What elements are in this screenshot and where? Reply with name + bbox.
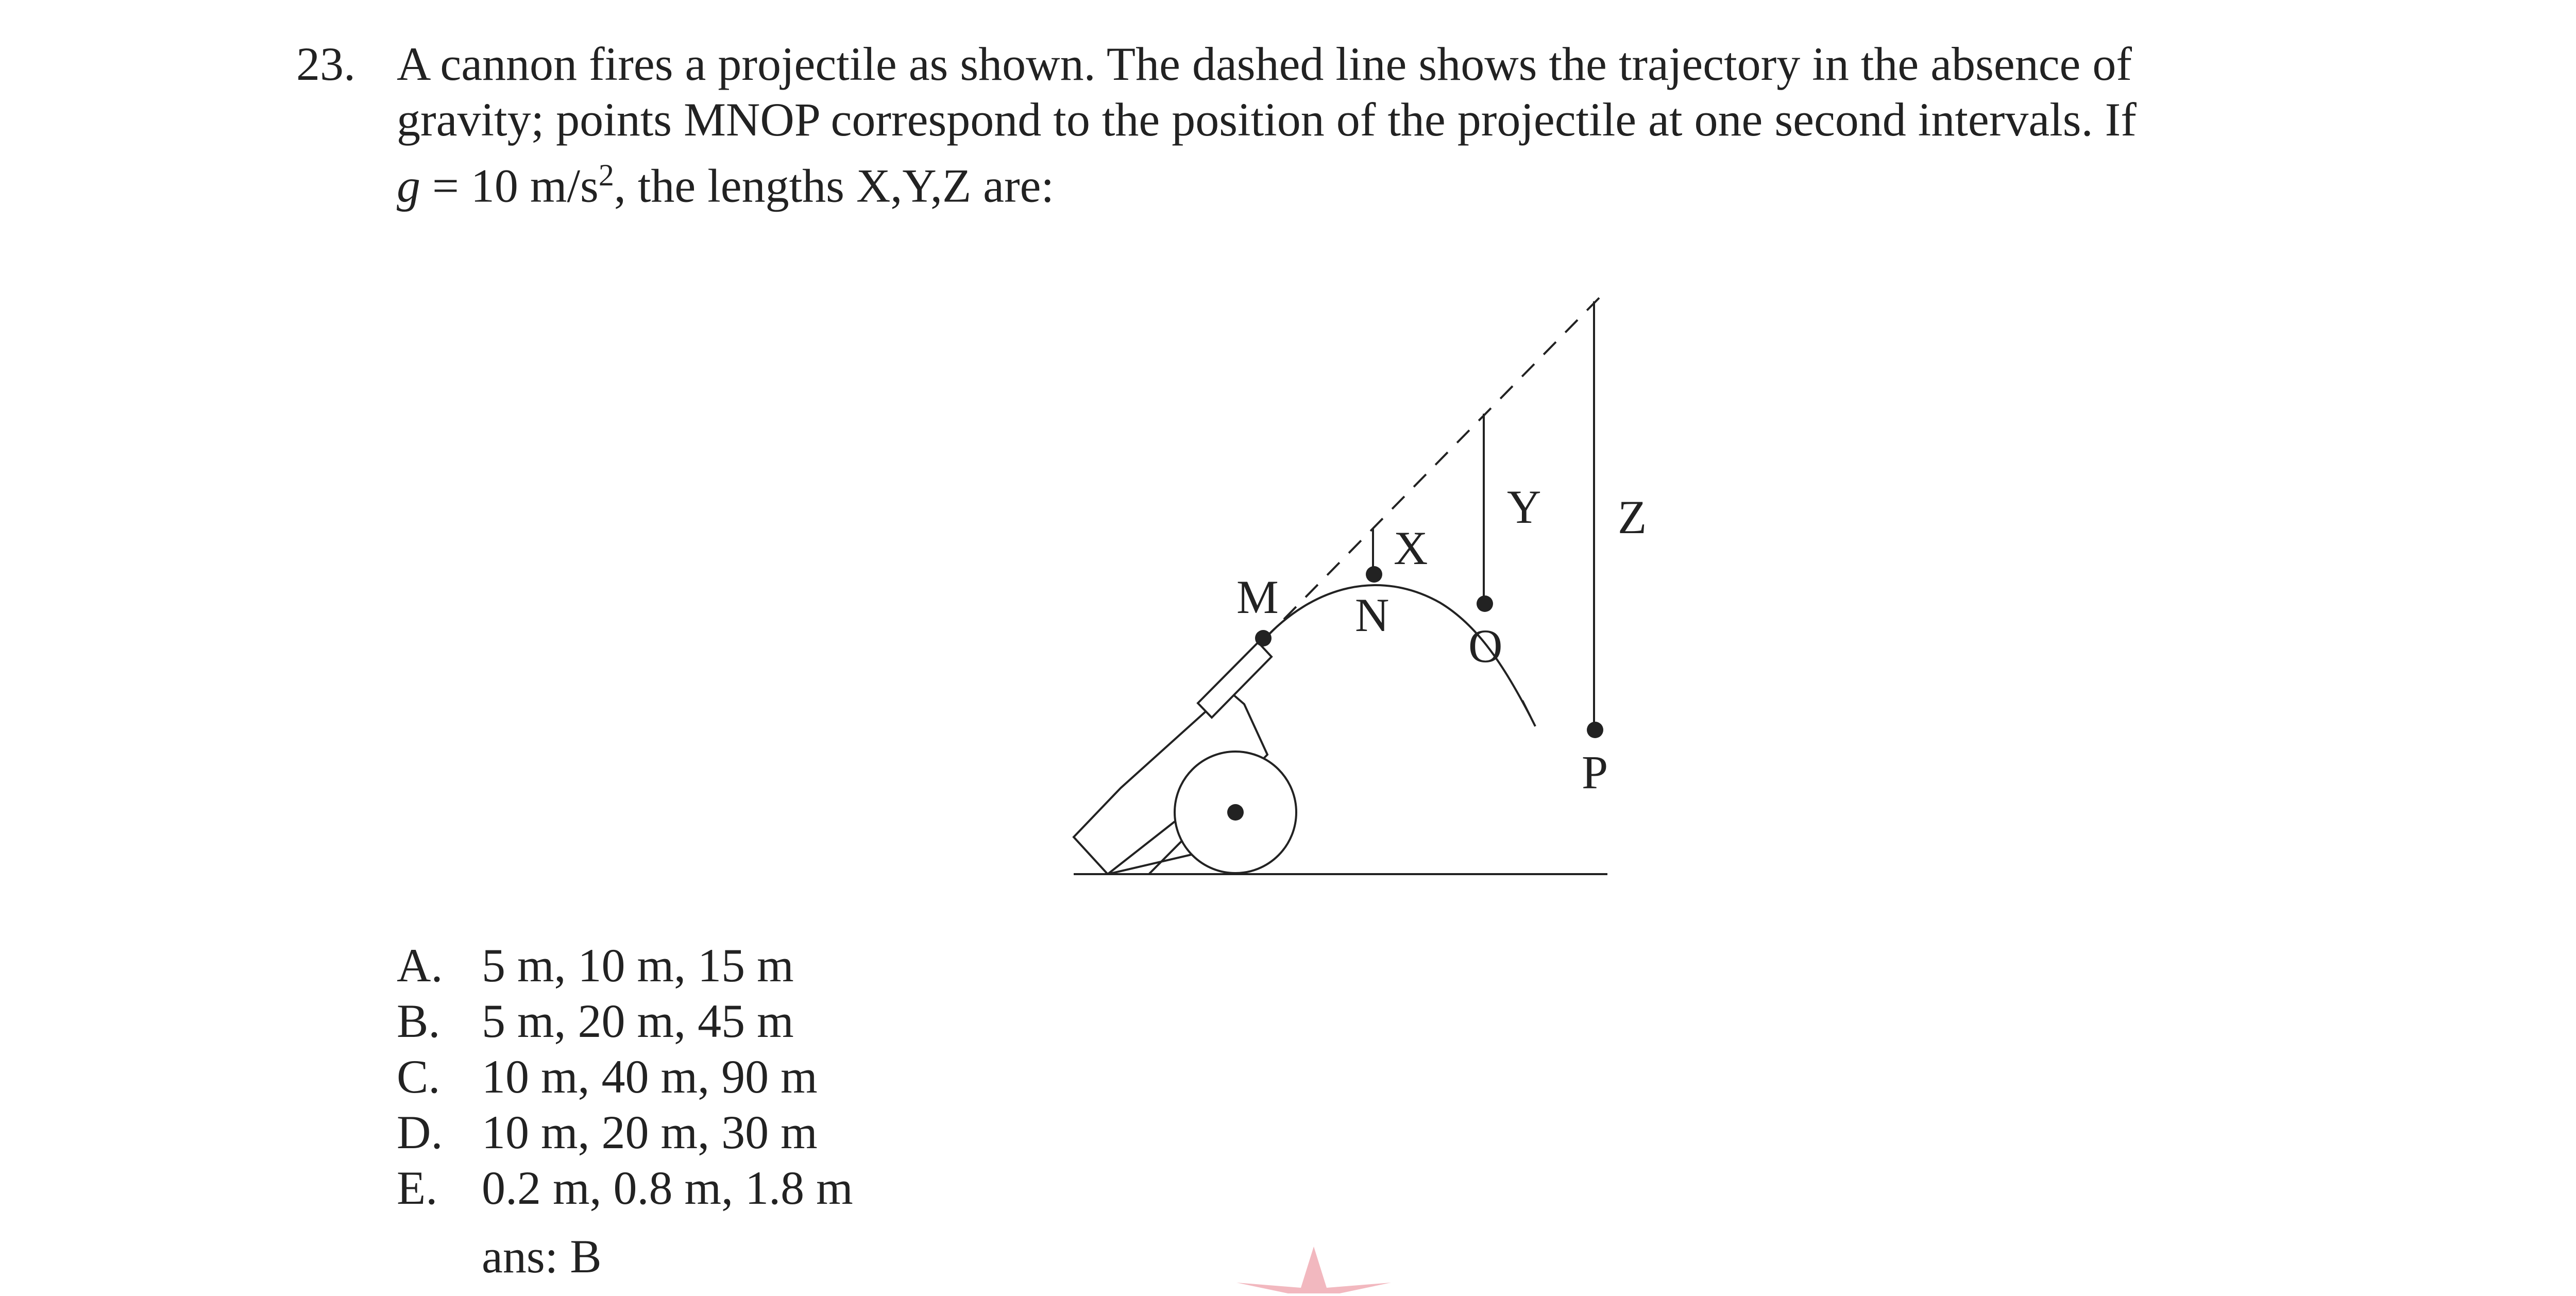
answer-key: ans: B (482, 1230, 602, 1283)
label-y: Y (1507, 481, 1541, 533)
gravity-symbol: g (397, 159, 420, 212)
question-line-3-end: , the lengths X,Y,Z are: (614, 159, 1055, 212)
label-z: Z (1618, 491, 1647, 543)
choice-letter: E. (397, 1162, 438, 1214)
label-p: P (1582, 746, 1608, 798)
trajectory-end (1522, 701, 1535, 726)
no-gravity-trajectory (1262, 289, 1607, 641)
projectile-diagram-svg (1066, 286, 1647, 889)
question-line-3 (397, 147, 2331, 214)
watermark-star-icon (1236, 1247, 1391, 1293)
question-number: 23. (296, 38, 355, 90)
label-m: M (1236, 571, 1279, 623)
projectile-diagram (1066, 286, 1647, 889)
choice-text: 10 m, 20 m, 30 m (482, 1106, 818, 1158)
choice-letter: B. (397, 995, 440, 1047)
label-n: N (1355, 589, 1389, 641)
label-x: X (1394, 522, 1428, 574)
question-text (397, 36, 2331, 214)
point-o (1477, 595, 1493, 612)
choice-letter: C. (397, 1050, 440, 1103)
choice-text: 5 m, 20 m, 45 m (482, 995, 794, 1047)
label-o: O (1468, 620, 1503, 672)
choice-text: 10 m, 40 m, 90 m (482, 1050, 818, 1103)
question-line-1: A cannon fires a projectile as shown. The dashed line shows the trajectory in the absence of (397, 38, 2132, 90)
wheel-axle (1227, 804, 1244, 821)
gravity-exponent: 2 (598, 158, 614, 192)
question-line-2: gravity; points MNOP correspond to the position of the projectile at one second intervals. If (397, 93, 2137, 146)
choice-text: 5 m, 10 m, 15 m (482, 939, 794, 992)
point-n (1366, 566, 1382, 583)
choice-text: 0.2 m, 0.8 m, 1.8 m (482, 1162, 853, 1214)
point-p (1587, 722, 1603, 738)
choice-letter: A. (397, 939, 443, 992)
watermark-star-svg (1236, 1247, 1391, 1293)
gravity-value: = 10 m/s (420, 159, 599, 212)
watermark-star-shape (1236, 1247, 1391, 1293)
point-m (1255, 630, 1272, 646)
choice-letter: D. (397, 1106, 443, 1158)
